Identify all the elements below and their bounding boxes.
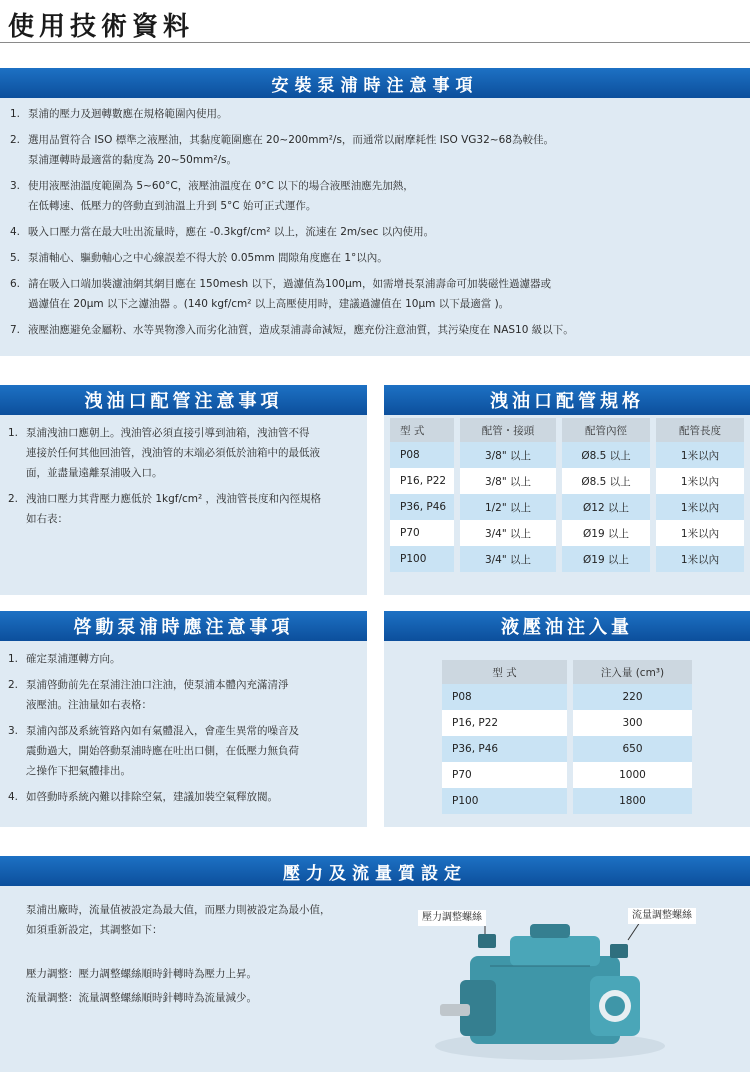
list-item <box>10 320 750 340</box>
table-cell: P100 <box>442 788 567 814</box>
table-cell: 1米以內 <box>650 468 744 494</box>
drain-notes-banner: 洩油口配管注意事項 <box>0 385 367 415</box>
table-row <box>390 520 744 546</box>
list-item <box>8 423 359 483</box>
table-cell: 1米以內 <box>650 546 744 572</box>
col-volume: 注入量 (cm³) <box>567 660 692 684</box>
table-cell: Ø8.5 以上 <box>556 442 650 468</box>
table-row <box>442 788 692 814</box>
item-text <box>28 104 750 124</box>
item-line: 吸入口壓力當在最大吐出流量時，應在 -0.3kgf/cm² 以上，流速在 2m/sec 以內使用。 <box>28 226 435 238</box>
intro-line: 如須重新設定，其調整如下： <box>26 924 163 936</box>
table-row <box>442 762 692 788</box>
item-text <box>26 721 359 781</box>
item-number: 2. <box>8 679 19 691</box>
table-cell: 3/8" 以上 <box>454 442 556 468</box>
table-cell: Ø19 以上 <box>556 520 650 546</box>
list-item <box>8 721 359 781</box>
drain-notes-panel <box>0 415 367 595</box>
item-line: 確定泵浦運轉方向。 <box>26 653 121 665</box>
item-line: 請在吸入口端加裝濾油網其網目應在 150mesh 以下，過濾值為100μm，如需增長泵浦壽命可加裝磁性過濾器或 <box>28 278 551 290</box>
item-line: 泵浦軸心、驅動軸心之中心線誤差不得大於 0.05mm 間隙角度應在 1°以內。 <box>28 252 388 264</box>
pressure-screw-label: 壓力調整螺絲 <box>418 910 486 926</box>
list-item <box>8 675 359 715</box>
item-text <box>28 274 750 314</box>
intro-line: 泵浦出廠時，流量值被設定為最大值，而壓力則被設定為最小值， <box>26 904 331 916</box>
table-cell: 1米以內 <box>650 494 744 520</box>
item-line: 泵浦內部及系統管路內如有氣體混入，會產生異常的噪音及 <box>26 725 299 737</box>
item-line: 震動過大，開始啓動泵浦時應在吐出口側，在低壓力無負荷 <box>26 745 299 757</box>
item-number: 5. <box>10 252 21 264</box>
startup-panel <box>0 641 367 827</box>
flow-adjust-text: 流量調整：流量調整螺絲順時針轉時為流量減少。 <box>26 992 257 1004</box>
item-number: 7. <box>10 324 21 336</box>
item-line: 如右表： <box>26 513 68 525</box>
item-number: 2. <box>8 493 19 505</box>
item-number: 1. <box>8 427 19 439</box>
list-item <box>8 787 359 807</box>
list-item <box>10 130 750 170</box>
item-text <box>26 675 359 715</box>
drain-notes-list <box>8 423 359 529</box>
item-text <box>26 423 359 483</box>
item-line: 泵浦洩油口應朝上。洩油管必須直接引導到油箱，洩油管不得 <box>26 427 310 439</box>
table-cell: 650 <box>567 736 692 762</box>
item-line: 泵浦運轉時最適當的黏度為 20~50mm²/s。 <box>28 154 238 166</box>
item-line: 過濾值在 20μm 以下之濾油器 。(140 kgf/cm² 以上高壓使用時，建議過濾值在 10μm 以下最適當 )。 <box>28 298 510 310</box>
table-cell: P16, P22 <box>390 468 454 494</box>
oil-fill-panel <box>384 641 750 827</box>
table-cell: Ø8.5 以上 <box>556 468 650 494</box>
title-divider <box>0 42 750 43</box>
page-title: 使用技術資料 <box>8 12 195 42</box>
startup-banner: 啓動泵浦時應注意事項 <box>0 611 367 641</box>
list-item <box>10 274 750 314</box>
drain-spec-banner: 洩油口配管規格 <box>384 385 750 415</box>
table-cell: Ø12 以上 <box>556 494 650 520</box>
drain-spec-panel <box>384 415 750 595</box>
table-cell: 1000 <box>567 762 692 788</box>
item-line: 液壓油應避免金屬粉、水等異物滲入而劣化油質，造成泵浦壽命減短，應充份注意油質，其污染度在 NAS10 級以下。 <box>28 324 574 336</box>
list-item <box>8 489 359 529</box>
table-cell: P08 <box>442 684 567 710</box>
table-cell: P100 <box>390 546 454 572</box>
table-row <box>442 736 692 762</box>
item-line: 使用液壓油溫度範圍為 5~60°C，液壓油溫度在 0°C 以下的場合液壓油應先加熱， <box>28 180 414 192</box>
flow-screw-label: 流量調整螺絲 <box>628 908 696 924</box>
pressure-panel <box>0 886 750 1072</box>
item-line: 液壓油。注油量如右表格： <box>26 699 152 711</box>
table-cell: P70 <box>442 762 567 788</box>
table-cell: 3/8" 以上 <box>454 468 556 494</box>
item-number: 3. <box>10 180 21 192</box>
drain-spec-table <box>390 418 744 572</box>
item-text <box>28 130 750 170</box>
item-line: 在低轉速、低壓力的啓動直到油溫上升到 5°C 始可正式運作。 <box>28 200 317 212</box>
list-item <box>10 222 750 242</box>
item-number: 4. <box>8 791 19 803</box>
table-cell: 1800 <box>567 788 692 814</box>
table-cell: P36, P46 <box>442 736 567 762</box>
table-cell: 1米以內 <box>650 520 744 546</box>
item-text <box>28 222 750 242</box>
item-line: 泵浦啓動前先在泵浦注油口注油，使泵浦本體內充滿清淨 <box>26 679 289 691</box>
install-banner: 安裝泵浦時注意事項 <box>0 68 750 98</box>
table-row <box>442 710 692 736</box>
col-model: 型 式 <box>390 418 454 442</box>
startup-list <box>8 649 359 807</box>
pressure-intro <box>26 900 331 940</box>
table-row <box>390 546 744 572</box>
item-text <box>26 489 359 529</box>
oil-fill-table <box>442 660 692 814</box>
oil-fill-banner: 液壓油注入量 <box>384 611 750 641</box>
table-cell: 1/2" 以上 <box>454 494 556 520</box>
item-line: 面，並盡量遠離泵浦吸入口。 <box>26 467 163 479</box>
table-cell: P70 <box>390 520 454 546</box>
list-item <box>8 649 359 669</box>
table-cell: 220 <box>567 684 692 710</box>
install-panel <box>0 98 750 356</box>
item-line: 如啓動時系統內難以排除空氣，建議加裝空氣釋放閥。 <box>26 791 278 803</box>
col-model: 型 式 <box>442 660 567 684</box>
item-line: 連接於任何其他回油管，洩油管的末端必須低於油箱中的最低液 <box>26 447 320 459</box>
item-text <box>28 320 750 340</box>
item-line: 泵浦的壓力及迴轉數應在規格範圍內使用。 <box>28 108 228 120</box>
table-cell: 300 <box>567 710 692 736</box>
table-row <box>390 494 744 520</box>
item-text <box>28 176 750 216</box>
table-cell: P16, P22 <box>442 710 567 736</box>
table-row <box>442 684 692 710</box>
pressure-adjust-text: 壓力調整：壓力調整螺絲順時針轉時為壓力上昇。 <box>26 968 257 980</box>
col-length: 配管長度 <box>650 418 744 442</box>
item-text <box>26 649 359 669</box>
item-text <box>28 248 750 268</box>
table-cell: P36, P46 <box>390 494 454 520</box>
list-item <box>10 248 750 268</box>
list-item <box>10 104 750 124</box>
table-cell: 3/4" 以上 <box>454 520 556 546</box>
item-text <box>26 787 359 807</box>
table-cell: Ø19 以上 <box>556 546 650 572</box>
item-number: 1. <box>8 653 19 665</box>
item-line: 洩油口壓力其背壓力應低於 1kgf/cm² ，洩油管長度和內徑規格 <box>26 493 322 505</box>
item-number: 4. <box>10 226 21 238</box>
list-item <box>10 176 750 216</box>
item-number: 6. <box>10 278 21 290</box>
item-number: 3. <box>8 725 19 737</box>
table-cell: P08 <box>390 442 454 468</box>
table-row <box>390 468 744 494</box>
table-cell: 3/4" 以上 <box>454 546 556 572</box>
table-cell: 1米以內 <box>650 442 744 468</box>
col-fitting: 配管・接頭 <box>454 418 556 442</box>
item-line: 之操作下把氣體排出。 <box>26 765 131 777</box>
item-number: 2. <box>10 134 21 146</box>
col-inner-dia: 配管內徑 <box>556 418 650 442</box>
item-number: 1. <box>10 108 21 120</box>
table-row <box>390 442 744 468</box>
install-list <box>10 104 750 340</box>
pressure-banner: 壓力及流量質設定 <box>0 856 750 886</box>
item-line: 選用品質符合 ISO 標準之液壓油，其黏度範圍應在 20~200mm²/s，而通常以耐摩耗性 ISO VG32~68為較佳。 <box>28 134 554 146</box>
